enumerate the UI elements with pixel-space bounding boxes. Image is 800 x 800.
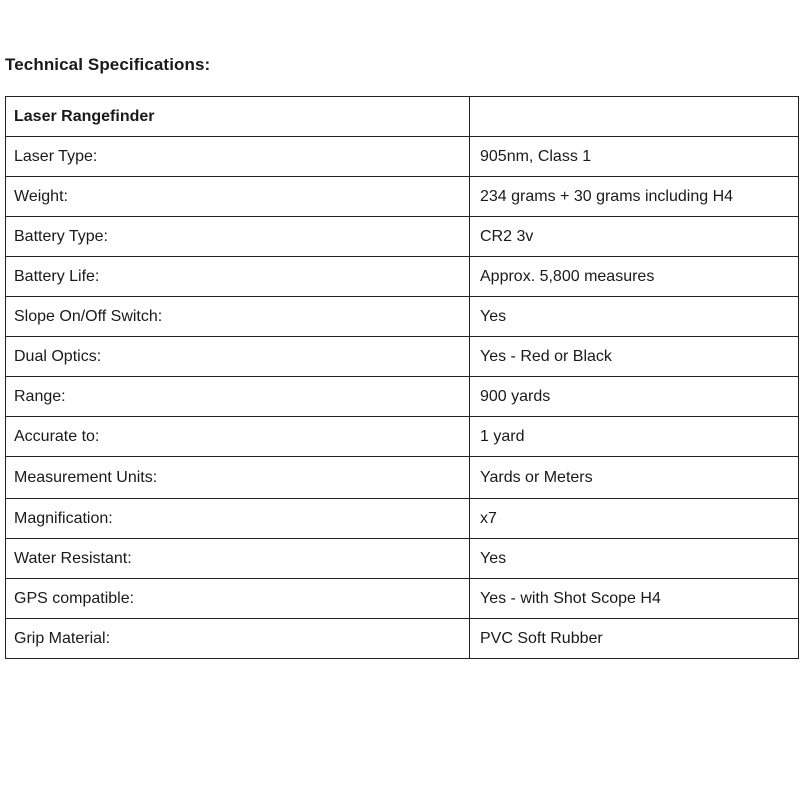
spec-row-slope-switch — [6, 297, 799, 337]
spec-value: 905nm, Class 1 — [470, 137, 799, 177]
spec-row-water-resistant — [6, 539, 799, 579]
spec-value: Yes - Red or Black — [470, 337, 799, 377]
spec-value: Yes — [470, 297, 799, 337]
spec-row-accurate-to — [6, 417, 799, 457]
spec-label: Slope On/Off Switch: — [6, 297, 470, 337]
spec-row-weight — [6, 177, 799, 217]
spec-label: Magnification: — [6, 499, 470, 539]
spec-row-gps-compatible — [6, 579, 799, 619]
spec-label: Accurate to: — [6, 417, 470, 457]
spec-value: 234 grams + 30 grams including H4 — [470, 177, 799, 217]
spec-label: Measurement Units: — [6, 457, 470, 499]
spec-value: PVC Soft Rubber — [470, 619, 799, 659]
spec-label: GPS compatible: — [6, 579, 470, 619]
spec-value: Yards or Meters — [470, 457, 799, 499]
table-title-value — [470, 97, 799, 137]
spec-row-battery-type — [6, 217, 799, 257]
page-heading: Technical Specifications: — [5, 55, 211, 74]
spec-value: Yes - with Shot Scope H4 — [470, 579, 799, 619]
spec-value: 900 yards — [470, 377, 799, 417]
spec-row-dual-optics — [6, 337, 799, 377]
spec-label: Water Resistant: — [6, 539, 470, 579]
spec-value: Yes — [470, 539, 799, 579]
spec-row-measurement-units — [6, 457, 799, 499]
spec-row-battery-life — [6, 257, 799, 297]
spec-label: Weight: — [6, 177, 470, 217]
spec-row-magnification — [6, 499, 799, 539]
spec-label: Battery Type: — [6, 217, 470, 257]
spec-label: Grip Material: — [6, 619, 470, 659]
spec-label: Battery Life: — [6, 257, 470, 297]
table-header-row — [6, 97, 799, 137]
spec-row-laser-type — [6, 137, 799, 177]
spec-row-range — [6, 377, 799, 417]
table-title: Laser Rangefinder — [6, 97, 470, 137]
spec-label: Laser Type: — [6, 137, 470, 177]
spec-label: Dual Optics: — [6, 337, 470, 377]
spec-value: x7 — [470, 499, 799, 539]
spec-label: Range: — [6, 377, 470, 417]
spec-row-grip-material — [6, 619, 799, 659]
spec-value: 1 yard — [470, 417, 799, 457]
spec-table — [5, 96, 799, 659]
spec-value: Approx. 5,800 measures — [470, 257, 799, 297]
spec-value: CR2 3v — [470, 217, 799, 257]
